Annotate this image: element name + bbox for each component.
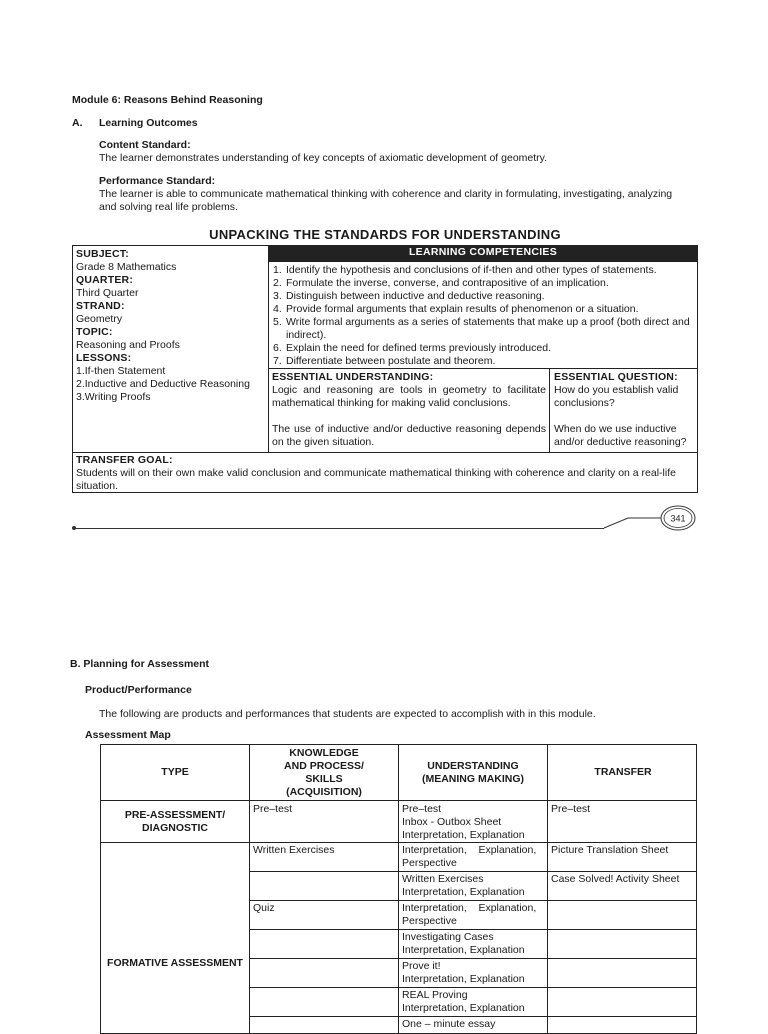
competency-number: 3. (273, 290, 282, 302)
assessment-map-label: Assessment Map (85, 729, 171, 741)
footer-rule (74, 528, 604, 529)
essential-understanding-label: ESSENTIAL UNDERSTANDING: (272, 371, 434, 383)
formative-kps-cell: Quiz (253, 902, 275, 914)
cell-line: Inbox - Outbox Sheet (402, 816, 502, 828)
cell-line: Interpretation, Explanation (402, 886, 525, 898)
pre-assessment-line: PRE-ASSESSMENT/ (124, 808, 226, 821)
essential-question-label: ESSENTIAL QUESTION: (554, 371, 678, 383)
essential-understanding-p1: Logic and reasoning are tools in geometry to facilitate mathematical thinking for making valid conclusions. (272, 384, 546, 409)
competency-item (273, 290, 693, 303)
subject-label: SUBJECT: (76, 248, 129, 260)
competency-number: 5. (273, 316, 282, 328)
formative-transfer-cell: Picture Translation Sheet (551, 844, 669, 856)
pre-understanding-cell (402, 803, 525, 842)
header-kps-line: SKILLS (305, 772, 343, 785)
product-performance-label: Product/Performance (85, 684, 192, 696)
cell-line: Interpretation, Explanation, (402, 844, 537, 856)
header-transfer: TRANSFER (594, 766, 652, 778)
lesson-item: 2.Inductive and Deductive Reasoning (76, 378, 250, 390)
essential-question-p2: When do we use inductive and/or deductive reasoning? (554, 423, 687, 448)
transfer-goal-label: TRANSFER GOAL: (76, 454, 173, 466)
lessons-label: LESSONS: (76, 352, 132, 364)
competency-number: 7. (273, 355, 282, 367)
formative-understanding-cell (402, 1018, 495, 1031)
formative-assessment-label: FORMATIVE ASSESSMENT (107, 956, 243, 969)
header-understanding (399, 745, 547, 800)
header-understanding-line: UNDERSTANDING (427, 759, 519, 772)
formative-understanding-cell (402, 873, 525, 899)
cell-line: Investigating Cases (402, 931, 494, 943)
competency-number: 4. (273, 303, 282, 315)
cell-line: Interpretation, Explanation (402, 829, 525, 841)
formative-kps-cell: Written Exercises (253, 844, 335, 856)
cell-line: Prove it! (402, 960, 441, 972)
cell-line: Interpretation, Explanation (402, 973, 525, 985)
topic-label: TOPIC: (76, 326, 113, 338)
header-kps-line: (ACQUISITION) (286, 785, 362, 798)
subject-info-column (73, 246, 269, 452)
competency-item (273, 277, 693, 290)
lesson-item: 1.If-then Statement (76, 365, 166, 377)
strand-value: Geometry (76, 313, 123, 325)
formative-understanding-cell (402, 931, 525, 957)
header-kps-line: KNOWLEDGE (289, 746, 359, 759)
header-type: TYPE (161, 766, 189, 778)
section-a-letter: A. (72, 117, 83, 129)
transfer-goal-cell (73, 452, 697, 492)
learning-competencies-list (269, 262, 697, 369)
header-knowledge-process-skills (250, 745, 398, 800)
competency-text: Provide formal arguments that explain results of phenomenon or a situation. (286, 303, 639, 315)
competency-text: Differentiate between postulate and theorem. (286, 355, 496, 367)
cell-line: Perspective (402, 915, 457, 927)
competency-number: 6. (273, 342, 282, 354)
cell-line: Perspective (402, 857, 457, 869)
strand-label: STRAND: (76, 300, 125, 312)
competency-item (273, 342, 693, 355)
learning-competencies-header: LEARNING COMPETENCIES (269, 246, 697, 262)
header-kps-line: AND PROCESS/ (284, 759, 364, 772)
module-title: Module 6: Reasons Behind Reasoning (72, 94, 263, 106)
cell-line: Interpretation, Explanation (402, 944, 525, 956)
competency-number: 2. (273, 277, 282, 289)
competency-text: Explain the need for defined terms previously introduced. (286, 342, 551, 354)
topic-value: Reasoning and Proofs (76, 339, 180, 351)
essential-question-p1: How do you establish valid conclusions? (554, 384, 679, 409)
lesson-item: 3.Writing Proofs (76, 391, 151, 403)
cell-line: Pre–test (402, 803, 442, 815)
page-number: 341 (670, 513, 686, 524)
section-a-title: Learning Outcomes (99, 117, 198, 129)
performance-standard-line1: The learner is able to communicate mathematical thinking with coherence and clarity in formulating, investigating, analyzing (99, 188, 673, 200)
performance-standard-label: Performance Standard: (99, 175, 216, 187)
pre-transfer-cell: Pre–test (551, 803, 591, 815)
formative-transfer-cell: Case Solved! Activity Sheet (551, 873, 680, 885)
competency-number: 1. (273, 264, 282, 276)
cell-line: Interpretation, Explanation (402, 1002, 525, 1014)
assessment-map-table (100, 744, 697, 1034)
subject-value: Grade 8 Mathematics (76, 261, 177, 273)
performance-standard-line2: and solving real life problems. (99, 201, 238, 213)
competency-item (273, 303, 693, 316)
cell-line: Written Exercises (402, 873, 484, 885)
formative-understanding-cell (402, 902, 536, 928)
cell-line: Interpretation, Explanation, (402, 902, 537, 914)
competency-text: Identify the hypothesis and conclusions of if-then and other types of statements. (286, 264, 657, 276)
quarter-label: QUARTER: (76, 274, 134, 286)
unpacking-standards-table (72, 245, 698, 493)
essential-understanding-p2: The use of inductive and/or deductive reasoning depends on the given situation. (272, 423, 546, 448)
transfer-goal-text: Students will on their own make valid conclusion and communicate mathematical thinking with coherence and clarity on a real-life situation. (76, 467, 676, 492)
formative-understanding-cell (402, 989, 525, 1015)
pre-assessment-label (101, 801, 249, 842)
header-understanding-line: (MEANING MAKING) (421, 772, 525, 785)
competency-item (273, 355, 693, 368)
competency-item (273, 264, 693, 277)
competency-item (273, 316, 693, 342)
competency-text: Formulate the inverse, converse, and contrapositive of an implication. (286, 277, 609, 289)
essential-question-cell (550, 369, 697, 452)
cell-line: One – minute essay (402, 1018, 496, 1030)
assessment-intro-text: The following are products and performances that students are expected to accomplish with in this module. (99, 708, 596, 720)
page-number-badge (600, 502, 700, 536)
formative-understanding-cell (402, 844, 544, 870)
essential-understanding-cell (269, 369, 550, 452)
competency-text: Distinguish between inductive and deductive reasoning. (286, 290, 545, 302)
competency-text: Write formal arguments as a series of statements that make up a proof (both direct and indirect). (286, 316, 690, 341)
pre-kps-cell: Pre–test (253, 803, 293, 815)
section-b-title: B. Planning for Assessment (70, 658, 210, 670)
content-standard-text: The learner demonstrates understanding of key concepts of axiomatic development of geometry. (99, 152, 548, 164)
pre-assessment-line: DIAGNOSTIC (142, 821, 208, 834)
cell-line: REAL Proving (402, 989, 468, 1001)
quarter-value: Third Quarter (76, 287, 139, 299)
formative-understanding-cell (402, 960, 525, 986)
unpacking-title: UNPACKING THE STANDARDS FOR UNDERSTANDING (209, 227, 561, 242)
content-standard-label: Content Standard: (99, 139, 191, 151)
